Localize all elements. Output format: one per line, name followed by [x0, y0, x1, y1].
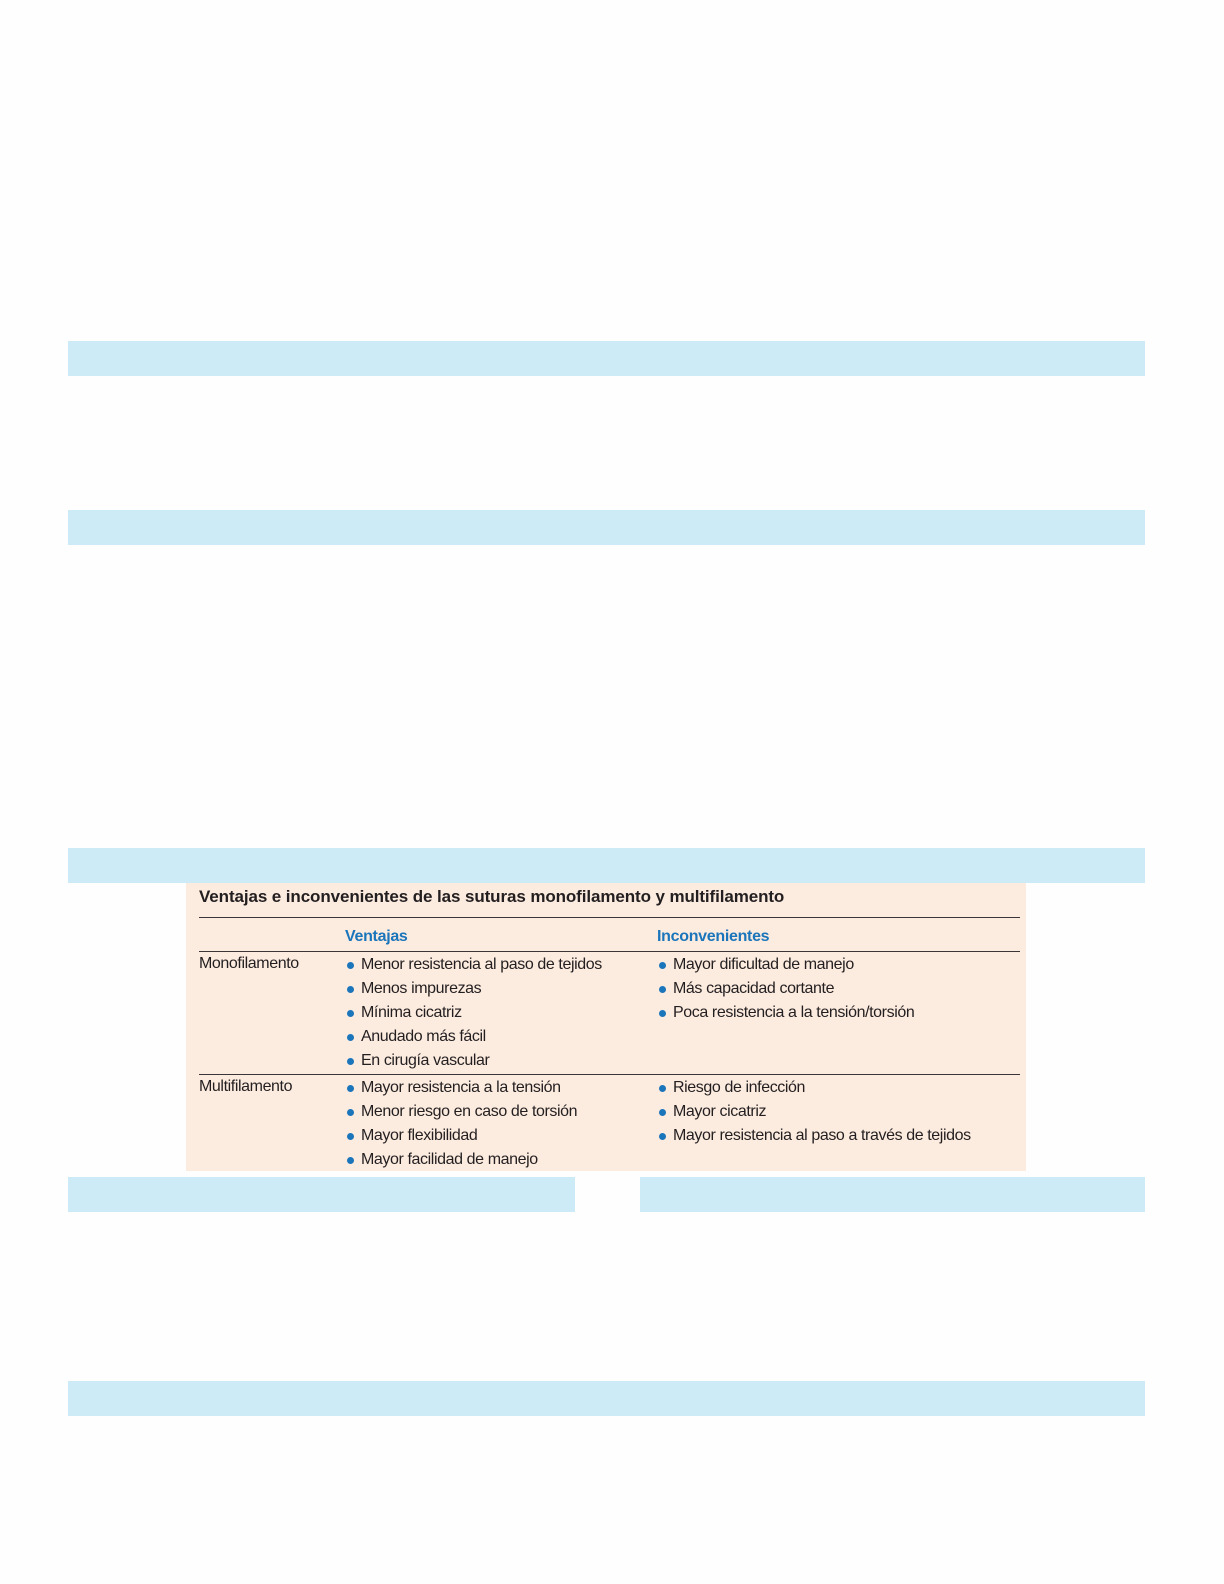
list-item	[658, 1102, 971, 1126]
column-header-inconvenientes: Inconvenientes	[657, 928, 770, 945]
highlight-band	[68, 1381, 1145, 1416]
list-item	[346, 955, 602, 979]
list-item	[658, 955, 914, 979]
list-item-text: Anudado más fácil	[361, 1028, 486, 1045]
list-item-text: Mayor resistencia a la tensión	[361, 1079, 561, 1096]
list-item	[346, 1078, 577, 1102]
list-item	[658, 979, 914, 1003]
table-rule-header	[199, 951, 1020, 952]
list-item	[346, 1027, 602, 1051]
table-rule-top	[199, 917, 1020, 918]
multifilamento-inconvenientes-list	[658, 1078, 971, 1150]
list-item	[658, 1126, 971, 1150]
list-item-text: Mayor dificultad de manejo	[673, 956, 854, 973]
list-item	[346, 1126, 577, 1150]
bullet-icon	[659, 986, 666, 993]
bullet-icon	[659, 1133, 666, 1140]
list-item-text: Menor riesgo en caso de torsión	[361, 1103, 578, 1120]
list-item-text: Mayor flexibilidad	[361, 1127, 478, 1144]
list-item-text: Poca resistencia a la tensión/torsión	[673, 1004, 915, 1021]
bullet-icon	[347, 1133, 354, 1140]
multifilamento-ventajas-list	[346, 1078, 577, 1174]
list-item-text: Mayor resistencia al paso a través de tejidos	[673, 1127, 971, 1144]
monofilamento-inconvenientes-list	[658, 955, 914, 1027]
row-label-monofilamento: Monofilamento	[199, 955, 299, 972]
list-item-text: Mayor cicatriz	[673, 1103, 767, 1120]
highlight-band	[68, 341, 1145, 376]
bullet-icon	[347, 1034, 354, 1041]
column-header-ventajas: Ventajas	[345, 928, 408, 945]
list-item	[346, 1102, 577, 1126]
list-item-text: Riesgo de infección	[673, 1079, 806, 1096]
highlight-band	[68, 848, 1145, 883]
list-item-text: Menor resistencia al paso de tejidos	[361, 956, 602, 973]
list-item-text: Más capacidad cortante	[673, 980, 835, 997]
bullet-icon	[347, 962, 354, 969]
monofilamento-ventajas-list	[346, 955, 602, 1075]
bullet-icon	[347, 1157, 354, 1164]
list-item-text: Mayor facilidad de manejo	[361, 1151, 538, 1168]
bullet-icon	[347, 1109, 354, 1116]
list-item-text: En cirugía vascular	[361, 1052, 490, 1069]
list-item	[346, 1051, 602, 1075]
bullet-icon	[659, 1085, 666, 1092]
bullet-icon	[347, 1085, 354, 1092]
table-title: Ventajas e inconvenientes de las suturas monofilamento y multifilamento	[199, 887, 785, 906]
list-item	[346, 979, 602, 1003]
list-item	[658, 1003, 914, 1027]
list-item	[658, 1078, 971, 1102]
list-item	[346, 1003, 602, 1027]
list-item-text: Menos impurezas	[361, 980, 482, 997]
bullet-icon	[659, 962, 666, 969]
bullet-icon	[659, 1109, 666, 1116]
bullet-icon	[347, 1010, 354, 1017]
highlight-band-right	[640, 1177, 1145, 1212]
highlight-band	[68, 510, 1145, 545]
bullet-icon	[659, 1010, 666, 1017]
table-rule-row-divider	[199, 1074, 1020, 1075]
suture-comparison-table	[186, 883, 1026, 1171]
highlight-band-left	[68, 1177, 575, 1212]
list-item	[346, 1150, 577, 1174]
row-label-multifilamento: Multifilamento	[199, 1078, 293, 1095]
bullet-icon	[347, 986, 354, 993]
list-item-text: Mínima cicatriz	[361, 1004, 462, 1021]
bullet-icon	[347, 1058, 354, 1065]
